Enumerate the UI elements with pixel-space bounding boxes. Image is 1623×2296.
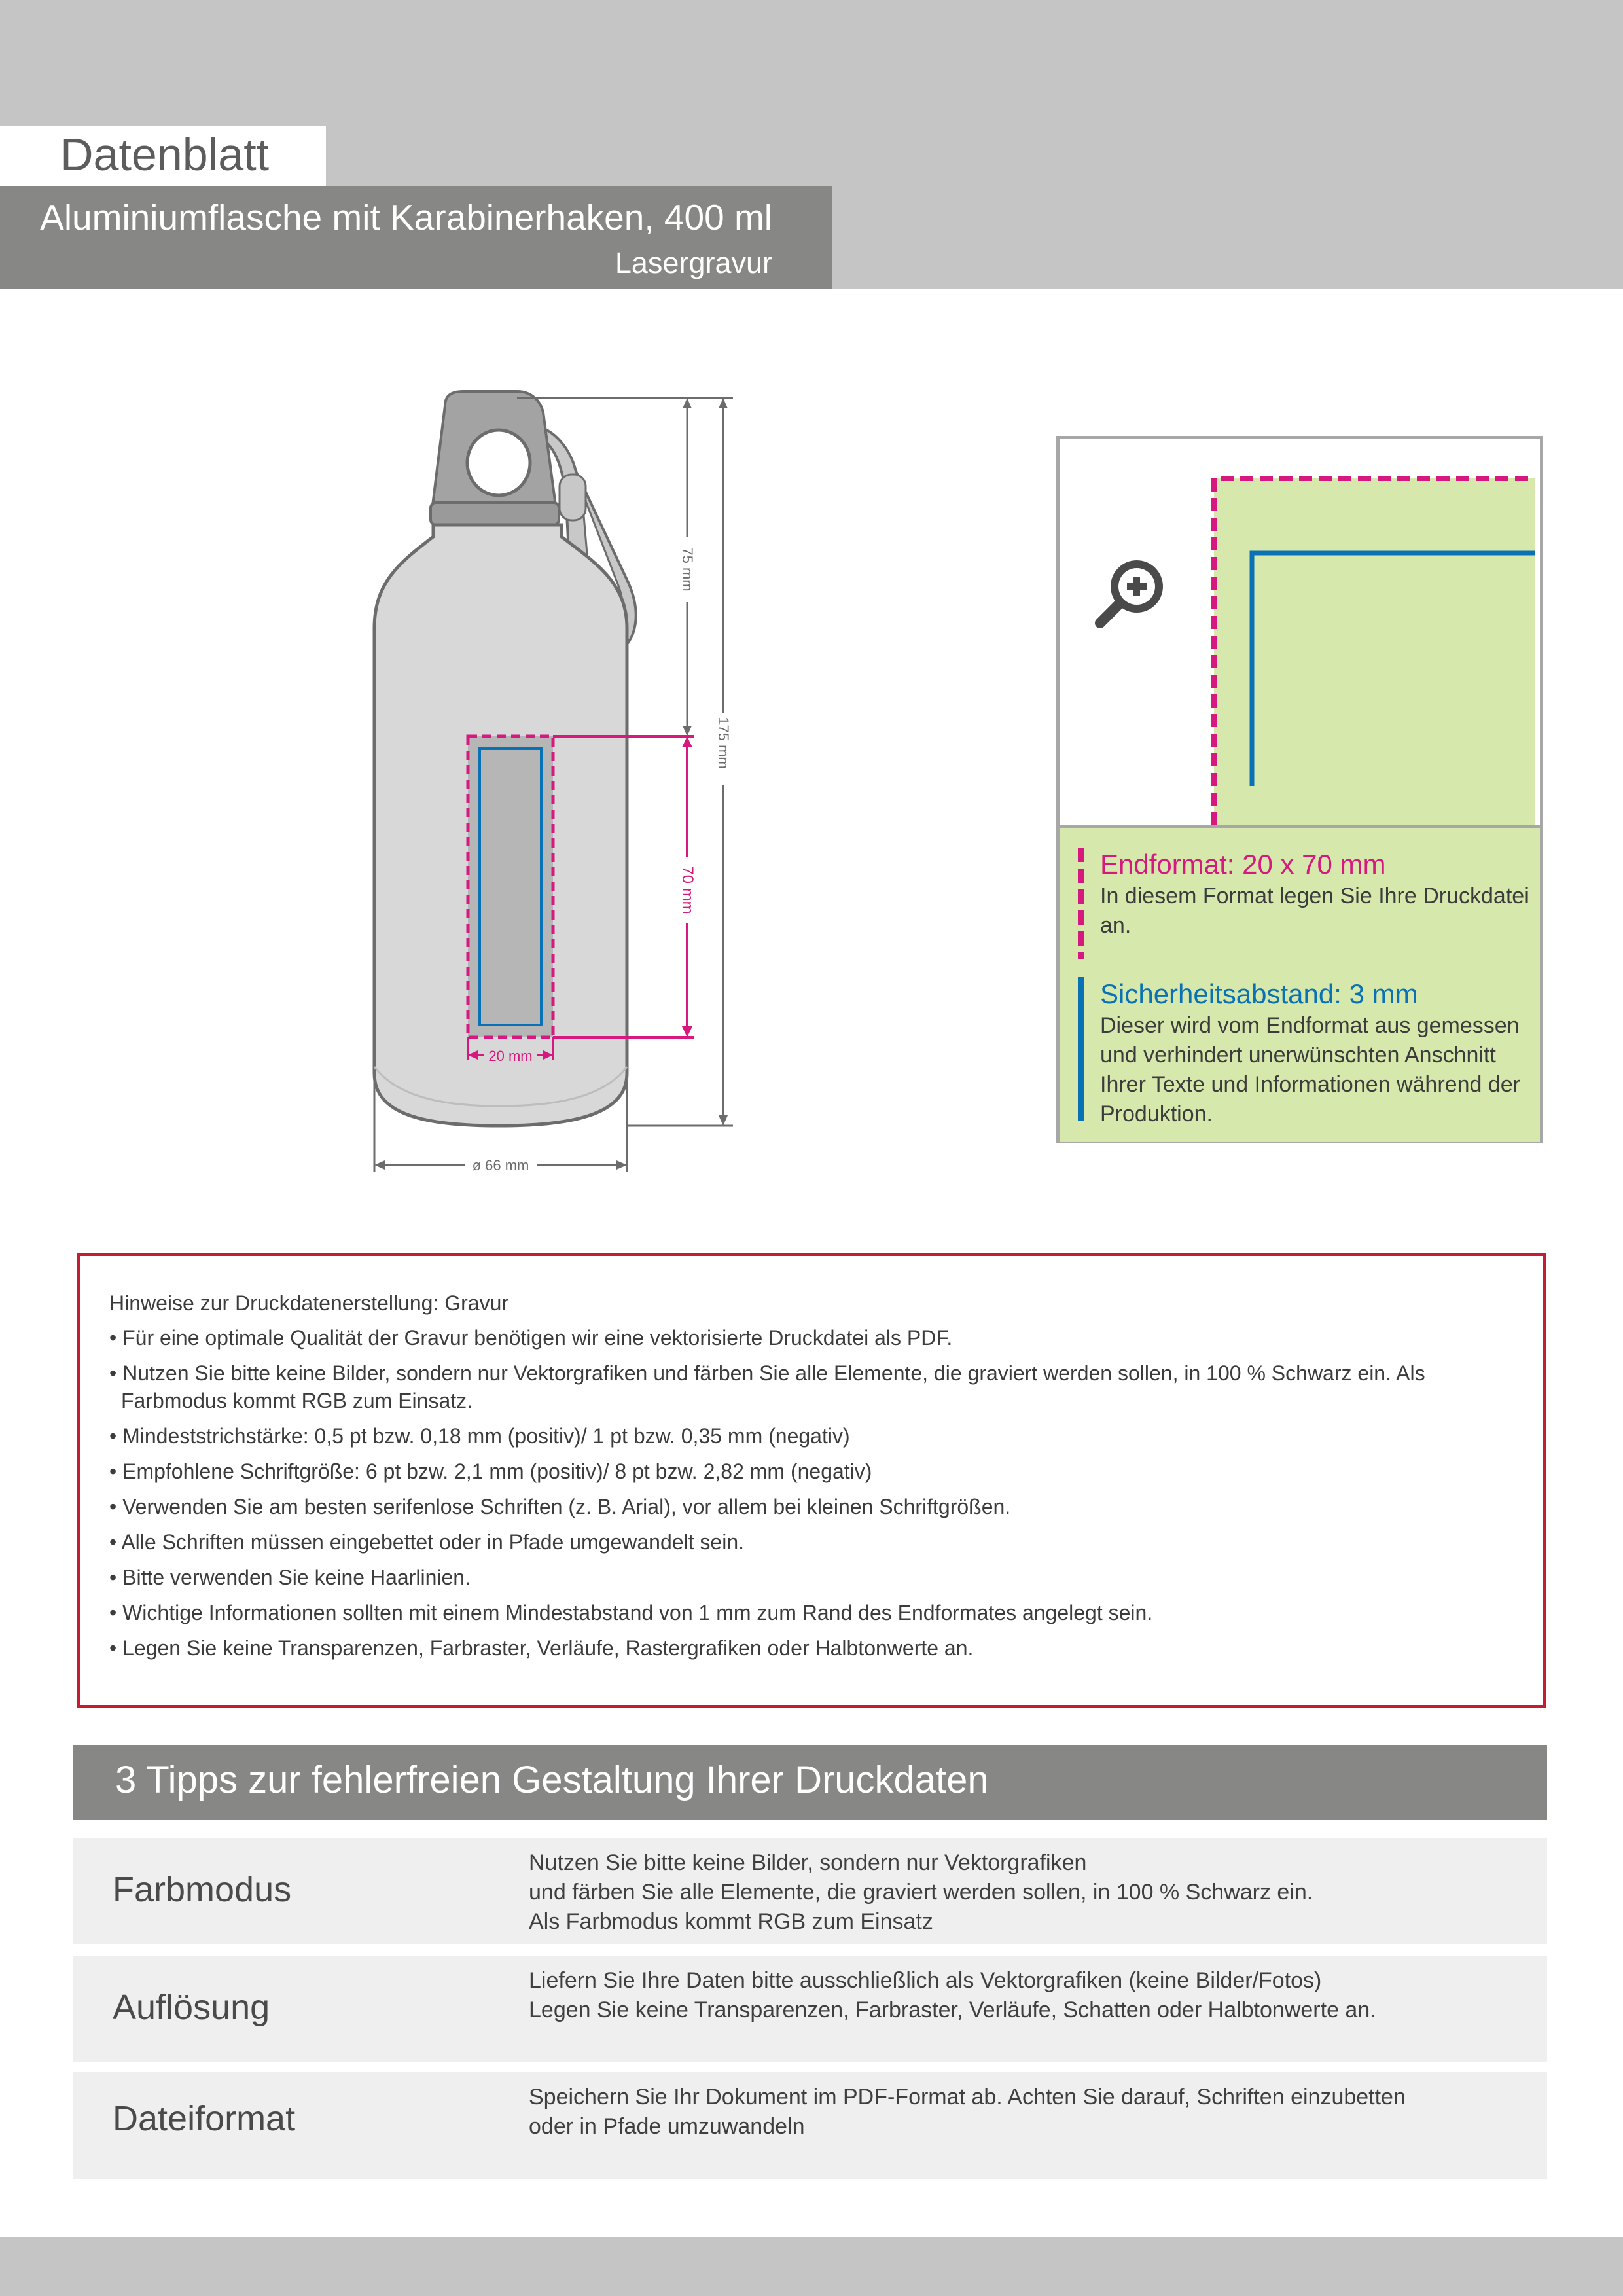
hint-item: • Empfohlene Schriftgröße: 6 pt bzw. 2,1 mm (positiv)/ 8 pt bzw. 2,82 mm (negativ) [109,1458,1516,1485]
zoom-preview-graphic [1060,439,1540,825]
tip-label: Farbmodus [113,1870,292,1909]
hints-box [77,1253,1546,1708]
tip-text: Speichern Sie Ihr Dokument im PDF-Format ab. Achten Sie darauf, Schriften einzubetten oder in Pfade umzuwandeln [529,2085,1406,2139]
dim-70mm: 70 mm [679,866,696,914]
tip-row-aufloesung [73,1956,1547,2062]
hint-item: • Mindeststrichstärke: 0,5 pt bzw. 0,18 mm (positiv)/ 1 pt bzw. 0,35 mm (negativ) [109,1422,1516,1450]
hints-title: Hinweise zur Druckdatenerstellung: Gravur [109,1291,509,1315]
legend-box [1056,436,1543,1143]
safety-title: Sicherheitsabstand: 3 mm [1100,978,1418,1009]
endformat-text: In diesem Format legen Sie Ihre Druckdatei an. [1100,884,1529,938]
tip-text: Liefern Sie Ihre Daten bitte ausschließlich als Vektorgrafiken (keine Bilder/Fotos) Legen Sie keine Transparenzen, Farbraster, Verläufe, Schatten oder Halbtonwerte an. [529,1968,1376,2022]
legend-zoom-preview [1060,439,1540,825]
zoom-in-icon [1100,560,1163,623]
safety-marker [1078,977,1084,1121]
tip-label: Dateiformat [113,2099,296,2138]
tips-title: 3 Tipps zur fehlerfreien Gestaltung Ihrer Druckdaten [115,1759,989,1801]
bottle-drawing [353,386,812,1191]
hint-item: • Nutzen Sie bitte keine Bilder, sondern nur Vektorgrafiken und färben Sie alle Elemente, die graviert werden sollen, in 100 % Schwarz ein. Als Farbmodus kommt RGB zum Einsatz. [109,1359,1516,1414]
title-box [0,126,326,186]
legend-text-area [1060,825,1540,1142]
product-banner [0,186,832,289]
technique-label: Lasergravur [615,246,772,279]
hints-list [109,1324,1516,1670]
tip-row-dateiformat [73,2072,1547,2179]
endformat-title: Endformat: 20 x 70 mm [1100,849,1386,880]
hint-item: • Für eine optimale Qualität der Gravur benötigen wir eine vektorisierte Druckdatei als PDF. [109,1324,1516,1352]
tip-label: Auflösung [113,1988,270,2027]
hint-item: • Legen Sie keine Transparenzen, Farbraster, Verläufe, Rastergrafiken oder Halbtonwerte an. [109,1634,1516,1662]
footer-band [0,2237,1623,2296]
tips-header [73,1745,1547,1820]
bottle-cap [431,391,559,525]
dim-20mm: 20 mm [488,1048,533,1064]
hint-item: • Wichtige Informationen sollten mit einem Mindestabstand von 1 mm zum Rand des Endformates angelegt sein. [109,1599,1516,1626]
dim-175mm: 175 mm [715,717,732,769]
tip-row-farbmodus [73,1838,1547,1944]
page-title: Datenblatt [60,129,270,180]
hint-item: • Bitte verwenden Sie keine Haarlinien. [109,1564,1516,1591]
dim-75mm: 75 mm [679,547,696,592]
safety-text: Dieser wird vom Endformat aus gemessen und verhindert unerwünschten Anschnitt Ihrer Texte und Informationen während der Produktion. [1100,1013,1520,1126]
hint-item: • Alle Schriften müssen eingebettet oder in Pfade umgewandelt sein. [109,1528,1516,1556]
hint-item: • Verwenden Sie am besten serifenlose Schriften (z. B. Arial), vor allem bei kleinen Schriftgrößen. [109,1493,1516,1520]
dim-diameter: ø 66 mm [472,1157,529,1174]
tip-text: Nutzen Sie bitte keine Bilder, sondern nur Vektorgrafiken und färben Sie alle Elemente, die graviert werden sollen, in 100 % Schwarz ein. Als Farbmodus kommt RGB zum Einsatz [529,1850,1313,1934]
endformat-marker [1078,848,1084,959]
product-name: Aluminiumflasche mit Karabinerhaken, 400 ml [40,197,772,238]
